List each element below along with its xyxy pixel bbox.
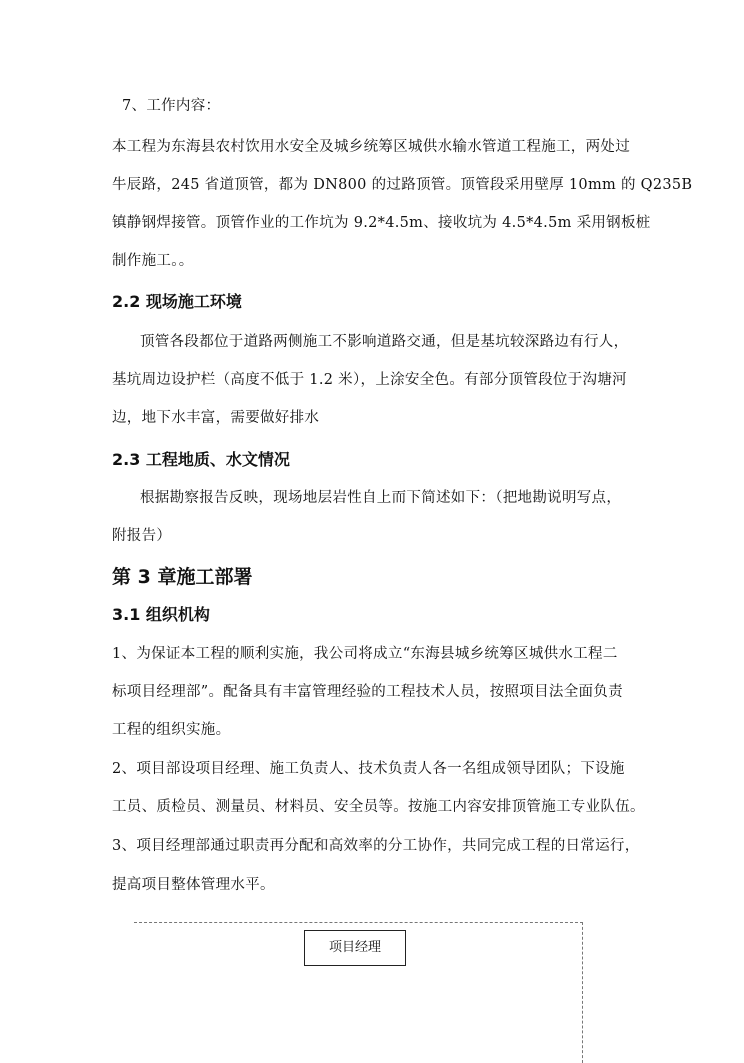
paragraph-line: 工员、质检员、测量员、材料员、安全员等。按施工内容安排顶管施工专业队伍。	[112, 799, 645, 815]
paragraph-line: 3、项目经理部通过职责再分配和高效率的分工协作，共同完成工程的日常运行，	[112, 838, 640, 854]
paragraph-line: 工程的组织实施。	[112, 722, 231, 738]
paragraph-line: 附报告）	[112, 528, 172, 544]
paragraph-line: 基坑周边设护栏（高度不低于 1.2 米），上涂安全色。有部分顶管段位于沟塘河	[112, 372, 627, 388]
paragraph-line: 镇静钢焊接管。顶管作业的工作坑为 9.2*4.5m、接收坑为 4.5*4.5m 采用钢板桩	[112, 215, 651, 231]
paragraph-line: 提高项目整体管理水平。	[112, 877, 275, 893]
paragraph-line: 牛辰路，245 省道顶管，都为 DN800 的过路顶管。顶管段采用壁厚 10mm 的 Q235B	[112, 177, 693, 193]
section-title-2-2: 2.2 现场施工环境	[112, 292, 242, 311]
paragraph-line: 1、为保证本工程的顺利实施，我公司将成立“东海县城乡统筹区城供水工程二	[112, 646, 618, 662]
work-content-heading: 7、工作内容：	[122, 98, 221, 114]
paragraph-line: 制作施工。。	[112, 253, 194, 269]
paragraph-line: 顶管各段都位于道路两侧施工不影响道路交通，但是基坑较深路边有行人，	[140, 334, 629, 350]
section-title-2-3: 2.3 工程地质、水文情况	[112, 450, 290, 469]
paragraph-line: 边，地下水丰富，需要做好排水	[112, 410, 320, 426]
paragraph-line: 根据勘察报告反映，现场地层岩性自上而下简述如下：（把地勘说明写点，	[140, 490, 622, 506]
paragraph-line: 本工程为东海县农村饮用水安全及城乡统筹区城供水输水管道工程施工，两处过	[112, 139, 630, 155]
org-chart-project-manager-box: 项目经理	[304, 930, 406, 966]
chapter-title: 第 3 章施工部署	[112, 566, 253, 588]
paragraph-line: 2、项目部设项目经理、施工负责人、技术负责人各一名组成领导团队；下设施	[112, 761, 625, 777]
section-title-3-1: 3.1 组织机构	[112, 605, 210, 624]
paragraph-line: 标项目经理部”。配备具有丰富管理经验的工程技术人员，按照项目法全面负责	[112, 684, 623, 700]
